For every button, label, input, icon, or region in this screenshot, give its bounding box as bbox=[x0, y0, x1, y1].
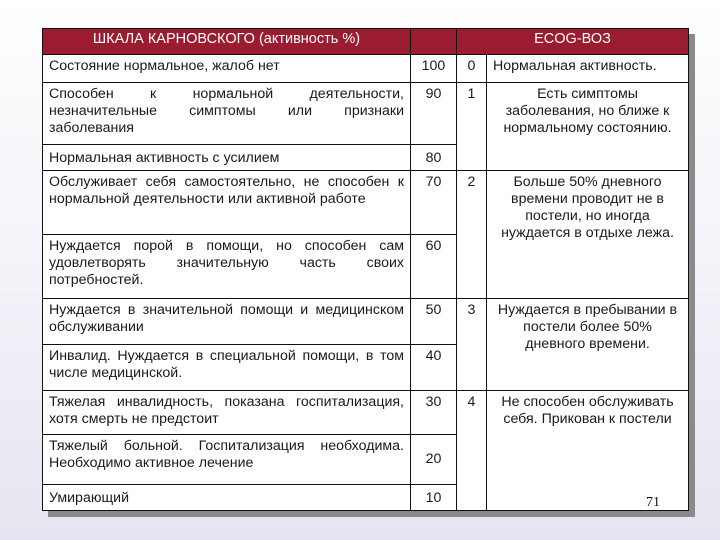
ecog-description: Нуждается в пребывании в постели более 50% дневного времени. bbox=[487, 299, 689, 391]
table-row-desc: Способен к нормальной деятельности, незначительные симптомы или признаки заболевания bbox=[43, 83, 411, 145]
table-row-desc: Тяжелый больной. Госпитализация необходима. Необходимо активное лечение bbox=[43, 435, 411, 485]
karnofsky-header: ШКАЛА КАРНОВСКОГО (активность %) bbox=[43, 29, 411, 55]
ecog-description: Не способен обслуживать себя. Прикован к постели bbox=[487, 391, 689, 511]
karnofsky-value: 40 bbox=[411, 345, 457, 391]
karnofsky-ecog-table bbox=[42, 28, 689, 511]
karnofsky-value: 30 bbox=[411, 391, 457, 435]
table-row-desc: Инвалид. Нуждается в специальной помощи, в том числе медицинской. bbox=[43, 345, 411, 391]
table-row-desc: Нуждается в значительной помощи и медицинском обслуживании bbox=[43, 299, 411, 345]
karnofsky-value: 60 bbox=[411, 235, 457, 299]
ecog-description: Нормальная активность. bbox=[487, 55, 689, 83]
karnofsky-value: 80 bbox=[411, 145, 457, 171]
table-row-desc: Нуждается порой в помощи, но способен сам удовлетворять значительную часть своих потребностей. bbox=[43, 235, 411, 299]
ecog-header: ECOG-ВОЗ bbox=[457, 29, 689, 55]
karnofsky-value: 90 bbox=[411, 83, 457, 145]
table-row-desc: Нормальная активность с усилием bbox=[43, 145, 411, 171]
table-row-desc: Умирающий bbox=[43, 485, 411, 511]
karnofsky-value: 100 bbox=[411, 55, 457, 83]
ecog-grade: 3 bbox=[457, 299, 487, 391]
karnofsky-value: 10 bbox=[411, 485, 457, 511]
ecog-grade: 4 bbox=[457, 391, 487, 511]
table-row-desc: Состояние нормальное, жалоб нет bbox=[43, 55, 411, 83]
value-header-blank bbox=[411, 29, 457, 55]
karnofsky-value: 50 bbox=[411, 299, 457, 345]
ecog-description: Больше 50% дневного времени проводит не в постели, но иногда нуждается в отдыхе лежа. bbox=[487, 171, 689, 299]
table-row-desc: Тяжелая инвалидность, показана госпитализация, хотя смерть не предстоит bbox=[43, 391, 411, 435]
page-number: 71 bbox=[646, 495, 660, 510]
ecog-grade: 0 bbox=[457, 55, 487, 83]
ecog-grade: 2 bbox=[457, 171, 487, 299]
ecog-grade: 1 bbox=[457, 83, 487, 171]
table-row-desc: Обслуживает себя самостоятельно, не способен к нормальной деятельности или активной работе bbox=[43, 171, 411, 235]
ecog-description: Есть симптомы заболевания, но ближе к нормальному состоянию. bbox=[487, 83, 689, 171]
karnofsky-value: 70 bbox=[411, 171, 457, 235]
karnofsky-value: 20 bbox=[411, 435, 457, 485]
